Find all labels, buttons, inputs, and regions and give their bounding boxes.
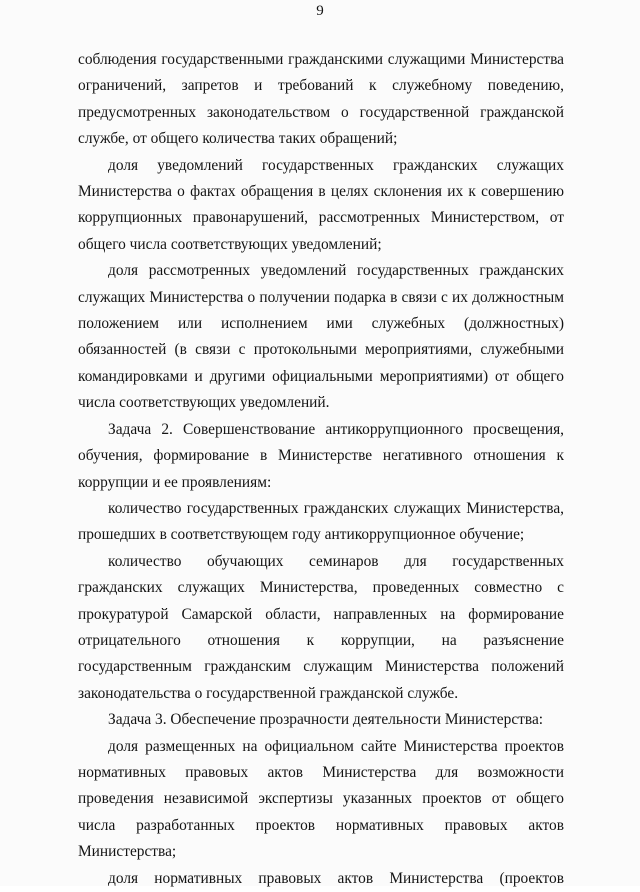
document-body [78,47,564,892]
paragraph-indicator-1: доля уведомлений государственных гражданских служащих Министерства о фактах обращения в целях склонения их к совершению коррупционных правонарушений, рассмотренных Министерством, от общего числа соответствующих уведомлений; [78,156,564,253]
paragraph-indicator-4: количество обучающих семинаров для государственных гражданских служащих Министерства, проведенных совместно с прокуратурой Самарской области, направленных на формирование отрицательного отношения к коррупции, на разъяснение государственным гражданским служащим Министерства положений законодательства о государственной гражданской службе. [78,552,564,702]
paragraph-task-3: Задача 3. Обеспечение прозрачности деятельности Министерства: [108,711,544,729]
paragraph-indicator-2: доля рассмотренных уведомлений государственных гражданских служащих Министерства о получении подарка в связи с их должностным положением или исполнением ими служебных (должностных) обязанностей (в связи с протокольными мероприятиями, служебными командировками и другими официальными мероприятиями) от общего числа соответствующих уведомлений. [78,262,564,412]
page-number: 9 [316,3,324,19]
paragraph-continuation: соблюдения государственными гражданскими служащими Министерства ограничений, запретов и требований к служебному поведению, предусмотренных законодательством о государственной гражданской службе, от общего количества таких обращений; [78,51,564,148]
paragraph-task-2: Задача 2. Совершенствование антикоррупционного просвещения, обучения, формирование в Министерстве негативного отношения к коррупции и ее проявлениям: [78,420,564,491]
paragraph-indicator-5: доля размещенных на официальном сайте Министерства проектов нормативных правовых актов Министерства для возможности проведения независимой экспертизы указанных проектов от общего числа разработанных проектов нормативных правовых актов Министерства; [78,737,564,861]
paragraph-indicator-3: количество государственных гражданских служащих Министерства, прошедших в соответствующем году антикоррупционное обучение; [78,499,564,544]
paragraph-indicator-6: доля нормативных правовых актов Министерства (проектов [108,869,564,887]
